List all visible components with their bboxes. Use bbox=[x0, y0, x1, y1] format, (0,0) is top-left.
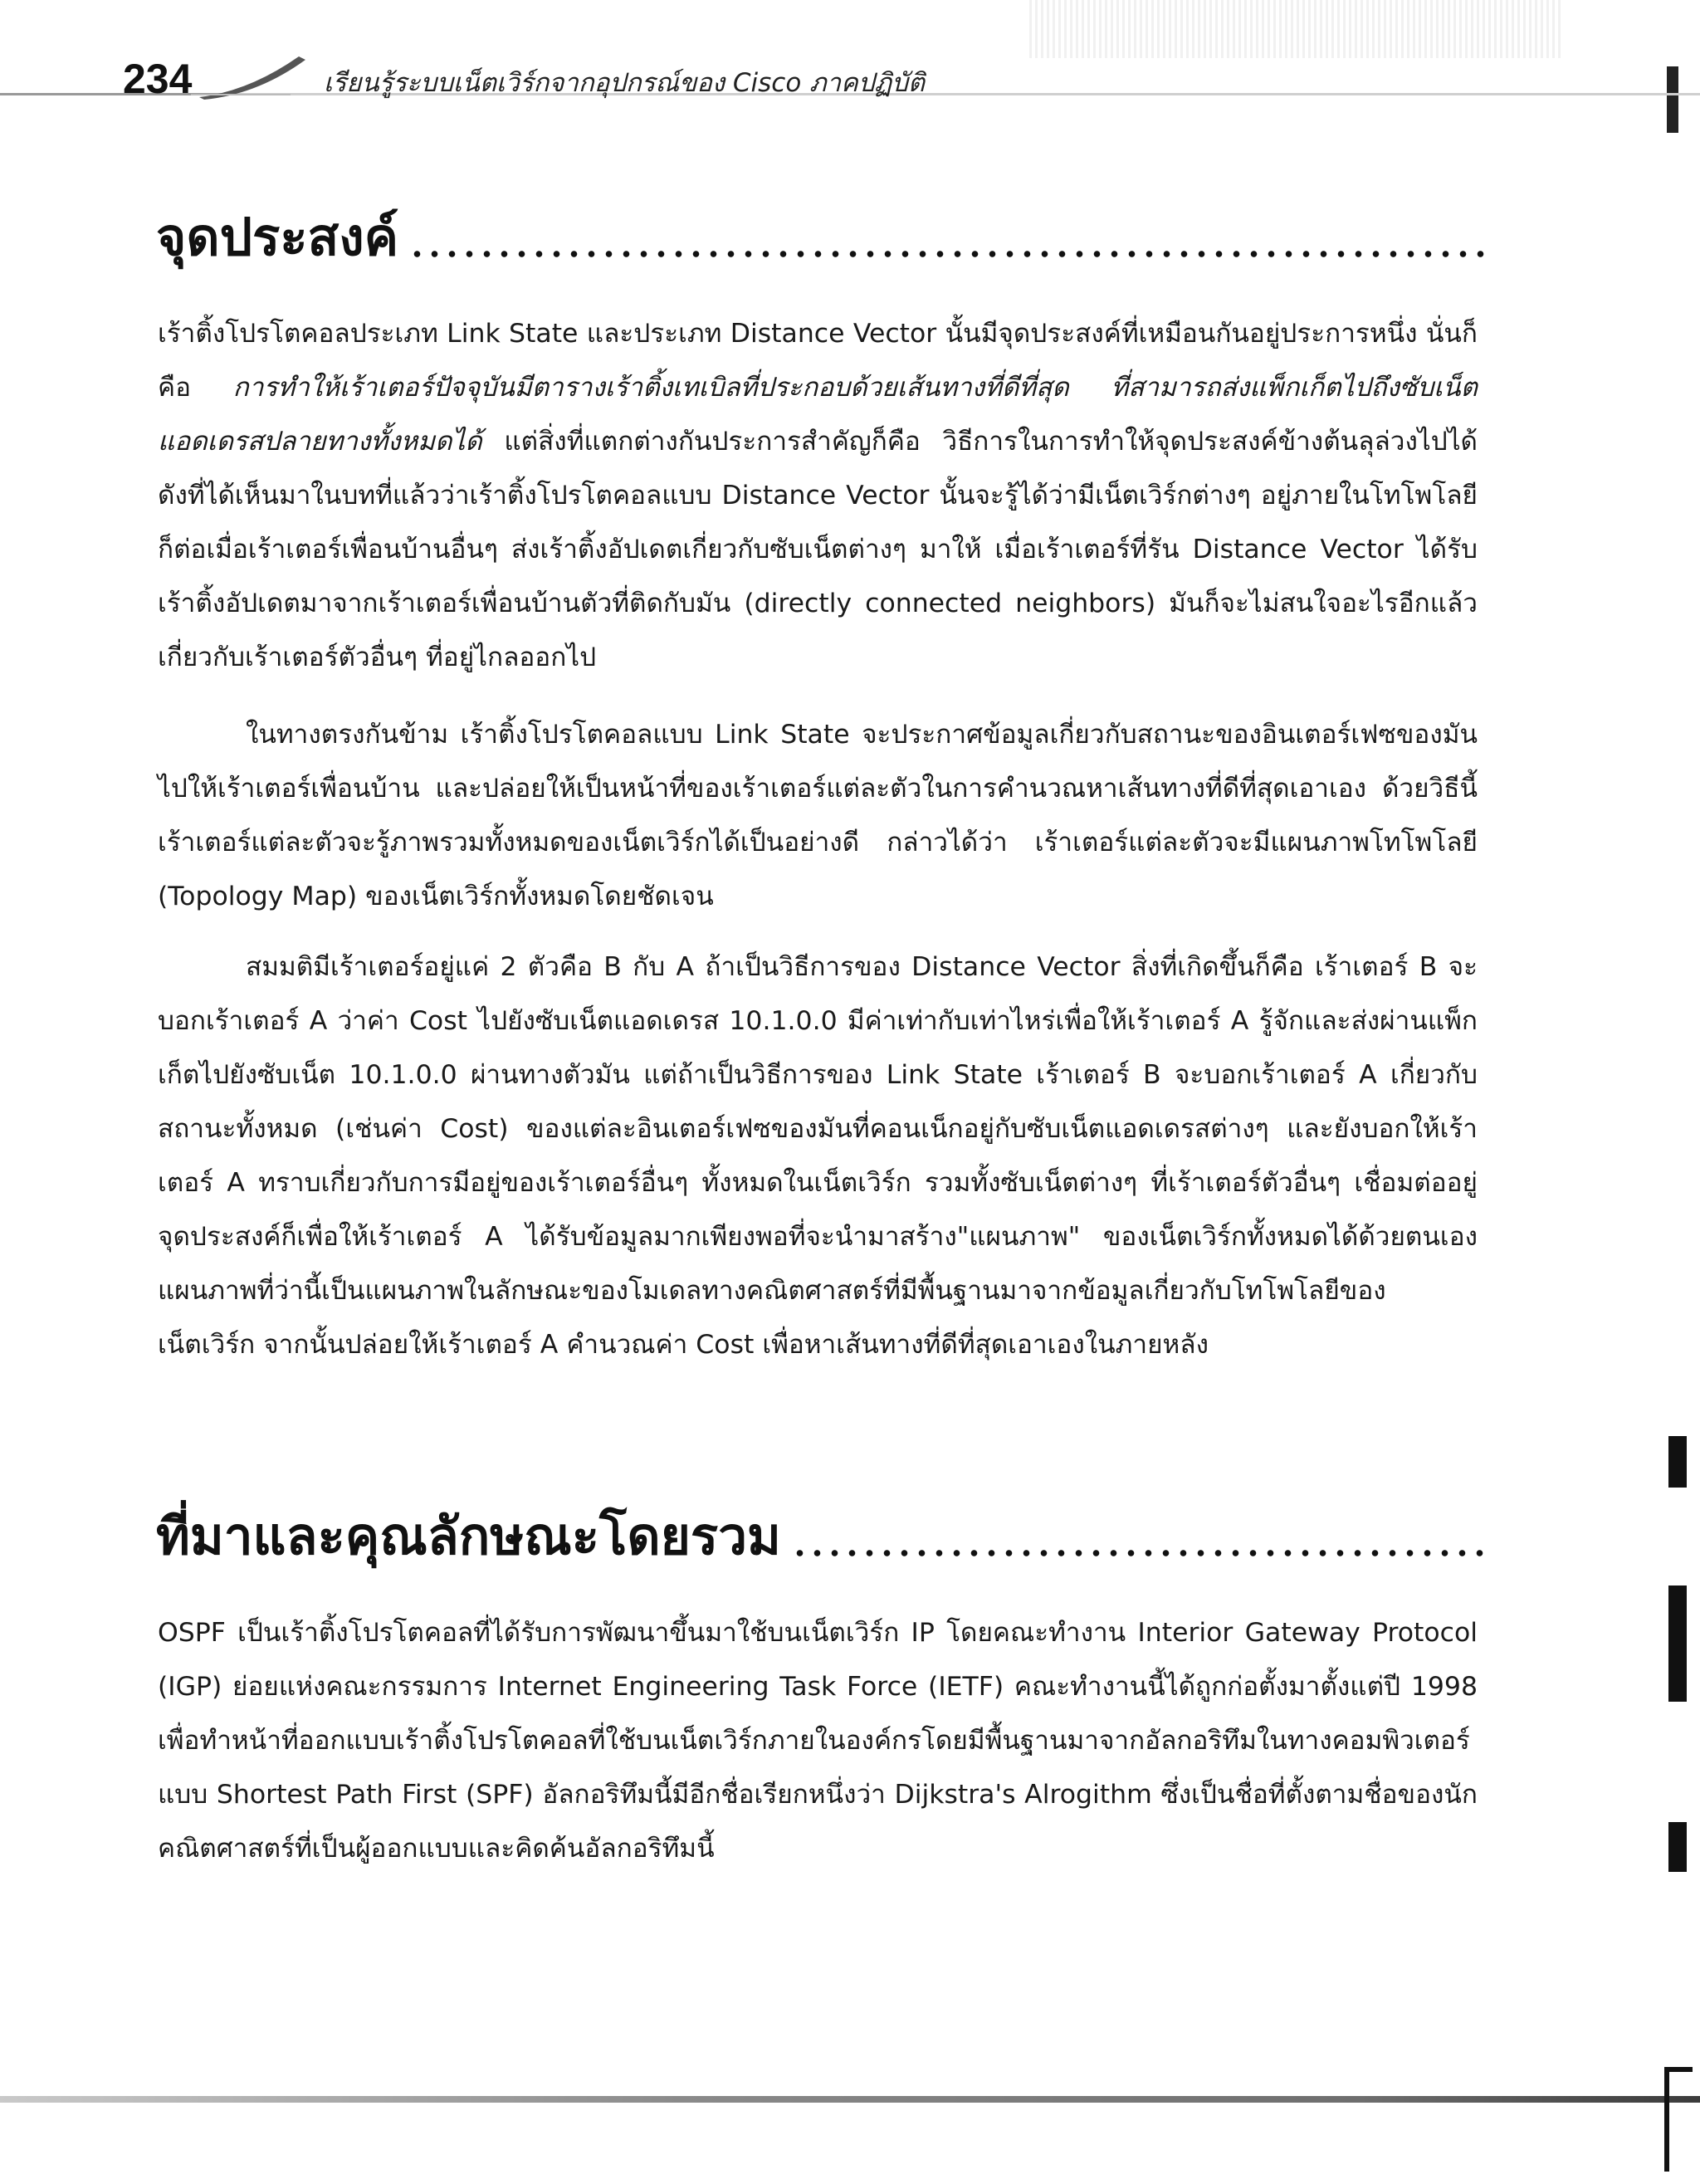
body-paragraph: ในทางตรงกันข้าม เร้าติ้งโปรโตคอลแบบ Link State จะประกาศข้อมูลเกี่ยวกับสถานะของอินเตอร์เฟซของมันไปให้เร้าเตอร์เพื่อนบ้าน และปล่อยให้เป็นหน้าที่ของเร้าเตอร์แต่ละตัวในการคำนวณหาเส้นทางที่ดีที่สุดเอาเอง ด้วยวิธีนี้ เร้าเตอร์แต่ละตัวจะรู้ภาพรวมทั้งหมดของเน็ตเวิร์กได้เป็นอย่างดี กล่าวได้ว่า เร้าเตอร์แต่ละตัวจะมีแผนภาพโทโพโลยี (Topology Map) ของเน็ตเวิร์กทั้งหมดโดยชัดเจน bbox=[158, 720, 1478, 911]
heading-dotted-leader bbox=[408, 250, 1484, 258]
section-heading-text: ที่มาและคุณลักษณะโดยรวม bbox=[156, 1506, 781, 1566]
page-edge-mark-top bbox=[1667, 66, 1678, 133]
body-paragraph bbox=[158, 307, 1478, 685]
header-swoosh-graphic bbox=[191, 51, 315, 101]
running-title: เรียนรู้ระบบเน็ตเวิร์กจากอุปกรณ์ของ Cisco ภาคปฏิบัติ bbox=[324, 68, 926, 98]
margin-scan-bar bbox=[1668, 1436, 1687, 1488]
emphasized-text: การทำให้เร้าเตอร์ปัจจุบันมีตารางเร้าติ้งเทเบิลที่ประกอบด้วยเส้นทางที่ดีที่สุด ที่สามารถส่งแพ็กเก็ตไปถึงซับเน็ตแอดเดรสปลายทางทั้งหมดได้ bbox=[158, 373, 1478, 457]
section-heading-text: จุดประสงค์ bbox=[156, 207, 399, 267]
footer-rule bbox=[0, 2096, 1700, 2103]
body-paragraph: OSPF เป็นเร้าติ้งโปรโตคอลที่ได้รับการพัฒนาขึ้นมาใช้บนเน็ตเวิร์ก IP โดยคณะทำงาน Interior Gateway Protocol (IGP) ย่อยแห่งคณะกรรมการ Internet Engineering Task Force (IETF) คณะทำงานนี้ได้ถูกก่อตั้งมาตั้งแต่ปี 1998 เพื่อทำหน้าที่ออกแบบเร้าติ้งโปรโตคอลที่ใช้บนเน็ตเวิร์กภายในองค์กรโดยมีพื้นฐานมาจากอัลกอริทึมในทางคอมพิวเตอร์แบบ Shortest Path First (SPF) อัลกอริทึมนี้มีอีกชื่อเรียกหนึ่งว่า Dijkstra's Alrogithm ซึ่งเป็นชื่อที่ตั้งตามชื่อของนักคณิตศาสตร์ที่เป็นผู้ออกแบบและคิดค้นอัลกอริทึมนี้ bbox=[158, 1618, 1478, 1864]
heading-dotted-leader bbox=[791, 1549, 1484, 1557]
body-paragraph: สมมติมีเร้าเตอร์อยู่แค่ 2 ตัวคือ B กับ A ถ้าเป็นวิธีการของ Distance Vector สิ่งที่เกิดขึ้นก็คือ เร้าเตอร์ B จะบอกเร้าเตอร์ A ว่าค่า Cost ไปยังซับเน็ตแอดเดรส 10.1.0.0 มีค่าเท่ากับเท่าไหร่เพื่อให้เร้าเตอร์ A รู้จักและส่งผ่านแพ็กเก็ตไปยังซับเน็ต 10.1.0.0 ผ่านทางตัวมัน แต่ถ้าเป็นวิธีการของ Link State เร้าเตอร์ B จะบอกเร้าเตอร์ A เกี่ยวกับสถานะทั้งหมด (เช่นค่า Cost) ของแต่ละอินเตอร์เฟซของมันที่คอนเน็กอยู่กับซับเน็ตแอดเดรสต่างๆ และยังบอกให้เร้าเตอร์ A ทราบเกี่ยวกับการมีอยู่ของเร้าเตอร์อื่นๆ ทั้งหมดในเน็ตเวิร์ก รวมทั้งซับเน็ตต่างๆ ที่เร้าเตอร์ตัวอื่นๆ เชื่อมต่ออยู่ จุดประสงค์ก็เพื่อให้เร้าเตอร์ A ได้รับข้อมูลมากเพียงพอที่จะนำมาสร้าง"แผนภาพ" ของเน็ตเวิร์กทั้งหมดได้ด้วยตนเอง แผนภาพที่ว่านี้เป็นแผนภาพในลักษณะของโมเดลทางคณิตศาสตร์ที่มีพื้นฐานมาจากข้อมูลเกี่ยวกับโทโพโลยีของเน็ตเวิร์ก จากนั้นปล่อยให้เร้าเตอร์ A คำนวณค่า Cost เพื่อหาเส้นทางที่ดีที่สุดเอาเองในภายหลัง bbox=[158, 952, 1478, 1360]
margin-scan-bar bbox=[1668, 1822, 1687, 1872]
paragraph-text: แต่สิ่งที่แตกต่างกันประการสำคัญก็คือ วิธีการในการทำให้จุดประสงค์ข้างต้นลุล่วงไปได้ ดังที่ได้เห็นมาในบทที่แล้วว่าเร้าติ้งโปรโตคอลแบบ Distance Vector นั้นจะรู้ได้ว่ามีเน็ตเวิร์กต่างๆ อยู่ภายในโทโพโลยีก็ต่อเมื่อเร้าเตอร์เพื่อนบ้านอื่นๆ ส่งเร้าติ้งอัปเดตเกี่ยวกับซับเน็ตต่างๆ มาให้ เมื่อเร้าเตอร์ที่รัน Distance Vector ได้รับเร้าติ้งอัปเดตมาจากเร้าเตอร์เพื่อนบ้านตัวที่ติดกับมัน (directly connected neighbors) มันก็จะไม่สนใจอะไรอีกแล้วเกี่ยวกับเร้าเตอร์ตัวอื่นๆ ที่อยู่ไกลออกไป bbox=[158, 427, 1478, 672]
section-heading-objective bbox=[156, 207, 1484, 267]
section-heading-origin bbox=[156, 1506, 1484, 1566]
paragraph-text: เร้าติ้งโปรโตคอลประเภท Link State และประเภท Distance Vector นั้นมีจุดประสงค์ที่เหมือนกันอยู่ประการหนึ่ง นั่นก็คือ bbox=[158, 319, 1478, 403]
page-corner-mark bbox=[1664, 2067, 1693, 2172]
scan-noise-top bbox=[1029, 0, 1561, 58]
margin-scan-bar bbox=[1668, 1585, 1687, 1702]
page-number: 234 bbox=[123, 56, 193, 102]
